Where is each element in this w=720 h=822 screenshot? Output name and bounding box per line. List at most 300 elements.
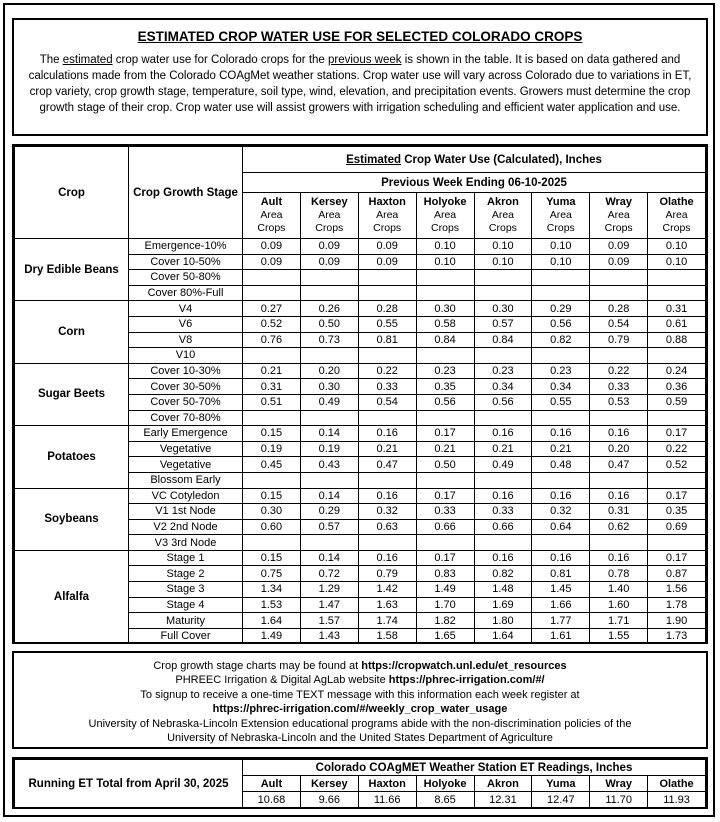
water-use-value (358, 270, 416, 286)
water-use-value: 0.16 (590, 426, 648, 442)
water-use-value: 0.52 (243, 316, 301, 332)
water-use-value: 1.45 (532, 582, 590, 598)
growth-stage: Emergence-10% (129, 239, 243, 255)
table-title-estimated: Estimated (346, 153, 402, 166)
growth-stage: Full Cover (129, 628, 243, 644)
water-use-value: 0.17 (648, 488, 706, 504)
water-use-value: 0.22 (590, 363, 648, 379)
et-value: 12.47 (532, 792, 590, 808)
water-use-value: 0.78 (590, 566, 648, 582)
et-value: 11.93 (648, 792, 706, 808)
water-use-value: 0.30 (416, 301, 474, 317)
intro-text-3: is shown in the table. It is based on data gathered and calculations made from the Colorado COAgMet weather stations. Crop water use will vary across Colorado due to variations in ET, crop variety, crop growth stage, temperature, soil type, wind, elevation, and precipitation events. Growers must determine the crop growth stage of their crop. Crop water use will assist growers with irrigation scheduling and efficient water application and use. (28, 54, 692, 114)
crop-water-use-table (14, 146, 706, 644)
water-use-value (358, 472, 416, 488)
footer-line-5: University of Nebraska-Lincoln Extension educational programs abide with the non-discrimination policies of the (88, 717, 632, 730)
water-use-value (648, 270, 706, 286)
signup-link[interactable]: https://phrec-irrigation.com/#/weekly_crop_water_usage (212, 703, 508, 716)
water-use-value: 0.48 (532, 457, 590, 473)
water-use-value: 1.80 (474, 613, 532, 629)
water-use-value: 1.90 (648, 613, 706, 629)
water-use-value: 0.58 (416, 316, 474, 332)
water-use-value: 0.29 (532, 301, 590, 317)
water-use-value: 1.71 (590, 613, 648, 629)
water-use-value: 0.16 (532, 488, 590, 504)
area-label: Area (433, 209, 457, 221)
water-use-value: 0.16 (358, 488, 416, 504)
week-label: Previous Week Ending 06-10-2025 (243, 173, 706, 193)
water-use-value (416, 535, 474, 551)
water-use-value (358, 410, 416, 426)
water-use-value: 0.30 (300, 379, 358, 395)
crops-label: Crops (488, 222, 517, 234)
table-row (15, 363, 706, 379)
area-label: Area (491, 209, 515, 221)
water-use-value: 0.32 (532, 504, 590, 520)
water-use-value: 0.49 (474, 457, 532, 473)
water-use-value: 0.16 (474, 550, 532, 566)
water-use-value: 0.09 (243, 239, 301, 255)
water-use-value: 0.24 (648, 363, 706, 379)
water-use-value: 1.56 (648, 582, 706, 598)
water-use-value (648, 410, 706, 426)
location-name: Akron (487, 196, 519, 208)
footer-box (12, 651, 708, 749)
footer-line-2 (14, 673, 706, 687)
area-label: Area (260, 209, 283, 221)
location-header-wray (590, 193, 648, 239)
water-use-value: 0.19 (243, 441, 301, 457)
water-use-value (590, 285, 648, 301)
water-use-value: 1.64 (474, 628, 532, 644)
growth-stage: V1 1st Node (129, 504, 243, 520)
location-header-akron (474, 193, 532, 239)
water-use-value: 0.34 (532, 379, 590, 395)
water-use-value: 1.42 (358, 582, 416, 598)
footer-line-1-text: Crop growth stage charts may be found at (153, 660, 362, 672)
growth-stage: Early Emergence (129, 426, 243, 442)
table-title (243, 147, 706, 173)
cropwatch-link[interactable]: https://cropwatch.unl.edu/et_resources (361, 660, 567, 672)
water-use-value: 1.69 (474, 597, 532, 613)
water-use-value: 0.29 (300, 504, 358, 520)
location-header-kersey (300, 193, 358, 239)
water-use-value: 0.64 (532, 519, 590, 535)
growth-stage: V8 (129, 332, 243, 348)
crop-name: Alfalfa (15, 550, 129, 644)
et-readings-title: Colorado COAgMET Weather Station ET Readings, Inches (243, 760, 706, 776)
water-use-value (243, 472, 301, 488)
growth-stage: V4 (129, 301, 243, 317)
water-use-value (474, 535, 532, 551)
table-row (15, 550, 706, 566)
water-use-value: 0.10 (532, 239, 590, 255)
water-use-value: 0.20 (300, 363, 358, 379)
water-use-value (532, 472, 590, 488)
water-use-value: 0.47 (358, 457, 416, 473)
et-location-yuma: Yuma (532, 776, 590, 792)
water-use-value (300, 472, 358, 488)
growth-stage: Vegetative (129, 457, 243, 473)
water-use-value: 0.53 (590, 394, 648, 410)
location-header-haxton (358, 193, 416, 239)
crops-label: Crops (373, 222, 402, 234)
water-use-value: 0.16 (532, 426, 590, 442)
growth-stage: VC Cotyledon (129, 488, 243, 504)
location-name: Haxton (368, 196, 406, 208)
footer-line-2-text: PHREEC Irrigation & Digital AgLab website (175, 674, 389, 687)
location-name: Ault (260, 196, 283, 208)
intro-previous-week: previous week (328, 54, 402, 66)
crop-name: Sugar Beets (15, 363, 129, 425)
water-use-value: 1.40 (590, 582, 648, 598)
water-use-value: 0.16 (474, 488, 532, 504)
water-use-value: 1.55 (590, 628, 648, 644)
water-use-value: 1.60 (590, 597, 648, 613)
crops-label: Crops (604, 222, 633, 234)
table-title-rest: Crop Water Use (Calculated), Inches (401, 153, 602, 166)
water-use-value: 1.49 (243, 628, 301, 644)
et-running-total-label: Running ET Total from April 30, 2025 (15, 760, 243, 808)
water-use-value: 0.27 (243, 301, 301, 317)
water-use-value: 0.16 (590, 488, 648, 504)
water-use-value (416, 285, 474, 301)
water-use-value: 1.48 (474, 582, 532, 598)
growth-stage: V6 (129, 316, 243, 332)
et-value: 11.70 (590, 792, 648, 808)
intro-paragraph (26, 52, 694, 116)
water-use-value: 0.28 (590, 301, 648, 317)
water-use-value: 1.49 (416, 582, 474, 598)
water-use-value (243, 410, 301, 426)
water-use-value: 0.33 (416, 504, 474, 520)
water-use-value: 0.15 (243, 426, 301, 442)
growth-stage: Maturity (129, 613, 243, 629)
et-readings-box (12, 757, 708, 809)
table-row (15, 301, 706, 317)
growth-stage: Blossom Early (129, 472, 243, 488)
growth-stage: Cover 10-50% (129, 254, 243, 270)
water-use-value: 0.60 (243, 519, 301, 535)
water-use-value: 0.69 (648, 519, 706, 535)
water-use-value: 0.14 (300, 426, 358, 442)
water-use-value: 1.70 (416, 597, 474, 613)
water-use-value (532, 285, 590, 301)
water-use-value: 0.34 (474, 379, 532, 395)
water-use-value: 0.30 (243, 504, 301, 520)
water-use-value (416, 270, 474, 286)
growth-stage: Stage 1 (129, 550, 243, 566)
et-location-akron: Akron (474, 776, 532, 792)
water-use-value (474, 270, 532, 286)
water-use-value: 0.10 (474, 239, 532, 255)
et-value: 9.66 (300, 792, 358, 808)
water-use-value: 0.33 (474, 504, 532, 520)
et-readings-table (14, 759, 706, 808)
water-use-value: 0.10 (416, 254, 474, 270)
water-use-value: 1.65 (416, 628, 474, 644)
growth-stage: Cover 10-30% (129, 363, 243, 379)
location-name: Olathe (659, 196, 694, 208)
table-row (15, 426, 706, 442)
water-use-value: 1.43 (300, 628, 358, 644)
area-label: Area (376, 209, 399, 221)
water-use-value: 0.17 (648, 426, 706, 442)
water-use-value: 0.10 (474, 254, 532, 270)
crops-label: Crops (257, 222, 286, 234)
water-use-value: 0.14 (300, 488, 358, 504)
water-use-value: 0.56 (474, 394, 532, 410)
growth-stage: V3 3rd Node (129, 535, 243, 551)
water-use-value: 0.36 (648, 379, 706, 395)
location-header-holyoke (416, 193, 474, 239)
water-use-value: 0.35 (416, 379, 474, 395)
water-use-value (300, 348, 358, 364)
growth-stage: Cover 50-70% (129, 394, 243, 410)
water-use-value (243, 535, 301, 551)
location-name: Yuma (546, 196, 576, 208)
water-use-value: 1.61 (532, 628, 590, 644)
water-use-value: 0.17 (416, 426, 474, 442)
water-use-value: 0.21 (243, 363, 301, 379)
water-use-value: 0.54 (358, 394, 416, 410)
phrec-link[interactable]: https://phrec-irrigation.com/#/ (388, 674, 545, 687)
water-use-value: 0.54 (590, 316, 648, 332)
water-use-value: 0.51 (243, 394, 301, 410)
water-use-value: 0.76 (243, 332, 301, 348)
water-use-value (590, 410, 648, 426)
water-use-value: 0.10 (416, 239, 474, 255)
water-use-value: 1.29 (300, 582, 358, 598)
water-use-value: 0.21 (532, 441, 590, 457)
water-use-value (532, 535, 590, 551)
footer-line-3: To signup to receive a one-time TEXT message with this information each week register at (140, 688, 580, 701)
location-name: Wray (605, 196, 633, 208)
water-use-value: 1.74 (358, 613, 416, 629)
water-use-value: 0.84 (416, 332, 474, 348)
water-use-value: 0.10 (532, 254, 590, 270)
water-use-value: 0.28 (358, 301, 416, 317)
water-use-value: 0.26 (300, 301, 358, 317)
water-use-value: 0.33 (590, 379, 648, 395)
crop-name: Dry Edible Beans (15, 239, 129, 301)
water-use-value: 0.84 (474, 332, 532, 348)
water-use-value: 0.45 (243, 457, 301, 473)
water-use-value: 0.79 (358, 566, 416, 582)
water-use-value: 0.09 (300, 254, 358, 270)
water-use-value (416, 472, 474, 488)
water-use-value (590, 348, 648, 364)
water-use-value: 0.50 (300, 316, 358, 332)
water-use-value: 0.49 (300, 394, 358, 410)
water-use-value: 0.09 (590, 254, 648, 270)
water-use-value (648, 285, 706, 301)
water-use-value: 0.19 (300, 441, 358, 457)
crop-name: Soybeans (15, 488, 129, 550)
water-use-value: 0.56 (532, 316, 590, 332)
water-use-value: 0.55 (532, 394, 590, 410)
water-use-value (243, 348, 301, 364)
water-use-value: 0.81 (532, 566, 590, 582)
water-use-value: 1.82 (416, 613, 474, 629)
table-row (15, 239, 706, 255)
water-use-value: 0.63 (358, 519, 416, 535)
footer-line-1 (14, 659, 706, 673)
et-location-wray: Wray (590, 776, 648, 792)
location-name: Kersey (310, 196, 348, 208)
water-use-value: 0.09 (358, 254, 416, 270)
growth-stage: Cover 50-80% (129, 270, 243, 286)
et-value: 12.31 (474, 792, 532, 808)
water-use-value (648, 472, 706, 488)
water-use-value: 0.57 (300, 519, 358, 535)
et-value: 10.68 (243, 792, 301, 808)
location-header-yuma (532, 193, 590, 239)
water-use-value: 0.55 (358, 316, 416, 332)
water-use-value: 0.21 (416, 441, 474, 457)
water-use-value (358, 285, 416, 301)
water-use-value: 0.09 (243, 254, 301, 270)
area-label: Area (549, 209, 572, 221)
water-use-value: 0.09 (590, 239, 648, 255)
water-use-value: 0.88 (648, 332, 706, 348)
water-use-value: 0.66 (416, 519, 474, 535)
water-use-value: 0.57 (474, 316, 532, 332)
water-use-value (648, 535, 706, 551)
water-use-value: 0.14 (300, 550, 358, 566)
water-use-value: 0.09 (358, 239, 416, 255)
water-use-value (590, 270, 648, 286)
water-use-value: 0.72 (300, 566, 358, 582)
table-row (15, 488, 706, 504)
water-use-value: 0.83 (416, 566, 474, 582)
water-use-value: 1.66 (532, 597, 590, 613)
water-use-value: 1.58 (358, 628, 416, 644)
water-use-value: 0.17 (648, 550, 706, 566)
water-use-value: 0.35 (648, 504, 706, 520)
area-label: Area (607, 209, 630, 221)
water-use-value (416, 410, 474, 426)
water-use-value: 0.17 (416, 550, 474, 566)
water-use-value (532, 348, 590, 364)
growth-stage: V2 2nd Node (129, 519, 243, 535)
water-use-value: 0.16 (358, 550, 416, 566)
et-value: 11.66 (358, 792, 416, 808)
water-use-value: 1.53 (243, 597, 301, 613)
water-use-value: 0.22 (358, 363, 416, 379)
water-use-value: 0.09 (300, 239, 358, 255)
water-use-value: 0.32 (358, 504, 416, 520)
water-use-value: 0.16 (590, 550, 648, 566)
water-use-value: 0.81 (358, 332, 416, 348)
water-use-value (243, 270, 301, 286)
water-use-value: 0.56 (416, 394, 474, 410)
water-use-value (358, 348, 416, 364)
water-use-value: 0.82 (532, 332, 590, 348)
water-use-value (300, 285, 358, 301)
water-use-value (416, 348, 474, 364)
intro-text-2: crop water use for Colorado crops for the (112, 54, 328, 66)
water-use-value (300, 270, 358, 286)
intro-estimated: estimated (62, 54, 113, 66)
stage-column-header: Crop Growth Stage (129, 147, 243, 239)
water-use-value: 1.47 (300, 597, 358, 613)
et-location-holyoke: Holyoke (416, 776, 474, 792)
water-use-value: 0.22 (648, 441, 706, 457)
et-location-olathe: Olathe (648, 776, 706, 792)
water-use-value: 0.15 (243, 488, 301, 504)
intro-text-1: The (39, 54, 63, 66)
water-use-value: 0.79 (590, 332, 648, 348)
location-header-ault (243, 193, 301, 239)
water-use-value: 1.57 (300, 613, 358, 629)
water-use-value: 0.30 (474, 301, 532, 317)
growth-stage: V10 (129, 348, 243, 364)
area-label: Area (318, 209, 341, 221)
water-use-value: 0.31 (648, 301, 706, 317)
water-use-value (532, 410, 590, 426)
water-use-value: 0.16 (358, 426, 416, 442)
water-use-value (243, 285, 301, 301)
growth-stage: Cover 70-80% (129, 410, 243, 426)
water-use-value (590, 535, 648, 551)
water-use-value (300, 410, 358, 426)
water-use-value: 0.21 (358, 441, 416, 457)
water-use-value: 0.75 (243, 566, 301, 582)
water-use-value: 1.78 (648, 597, 706, 613)
water-use-value (474, 285, 532, 301)
water-use-value: 1.77 (532, 613, 590, 629)
crops-label: Crops (315, 222, 344, 234)
crop-name: Corn (15, 301, 129, 363)
et-location-kersey: Kersey (300, 776, 358, 792)
water-use-value: 0.21 (474, 441, 532, 457)
water-use-value: 1.64 (243, 613, 301, 629)
water-use-value: 0.50 (416, 457, 474, 473)
growth-stage: Stage 3 (129, 582, 243, 598)
water-use-value: 0.87 (648, 566, 706, 582)
water-use-value: 0.16 (532, 550, 590, 566)
water-use-value: 0.23 (474, 363, 532, 379)
water-use-value: 1.63 (358, 597, 416, 613)
water-use-value (648, 348, 706, 364)
water-use-value (358, 535, 416, 551)
growth-stage: Stage 4 (129, 597, 243, 613)
water-use-value: 0.33 (358, 379, 416, 395)
water-use-value: 0.52 (648, 457, 706, 473)
water-use-value (474, 410, 532, 426)
et-location-ault: Ault (243, 776, 301, 792)
water-use-value: 0.23 (416, 363, 474, 379)
crop-water-use-table-box (12, 144, 708, 644)
et-value: 8.65 (416, 792, 474, 808)
water-use-value (474, 348, 532, 364)
crop-column-header: Crop (15, 147, 129, 239)
location-name: Holyoke (423, 196, 467, 208)
page-title: ESTIMATED CROP WATER USE FOR SELECTED COLORADO CROPS (137, 29, 583, 44)
water-use-value: 0.43 (300, 457, 358, 473)
crop-name: Potatoes (15, 426, 129, 488)
growth-stage: Cover 80%-Full (129, 285, 243, 301)
intro-box (12, 18, 708, 136)
water-use-value (532, 270, 590, 286)
water-use-value: 0.23 (532, 363, 590, 379)
water-use-value: 0.20 (590, 441, 648, 457)
water-use-value: 0.31 (590, 504, 648, 520)
water-use-value: 0.82 (474, 566, 532, 582)
water-use-value: 1.34 (243, 582, 301, 598)
et-location-haxton: Haxton (358, 776, 416, 792)
